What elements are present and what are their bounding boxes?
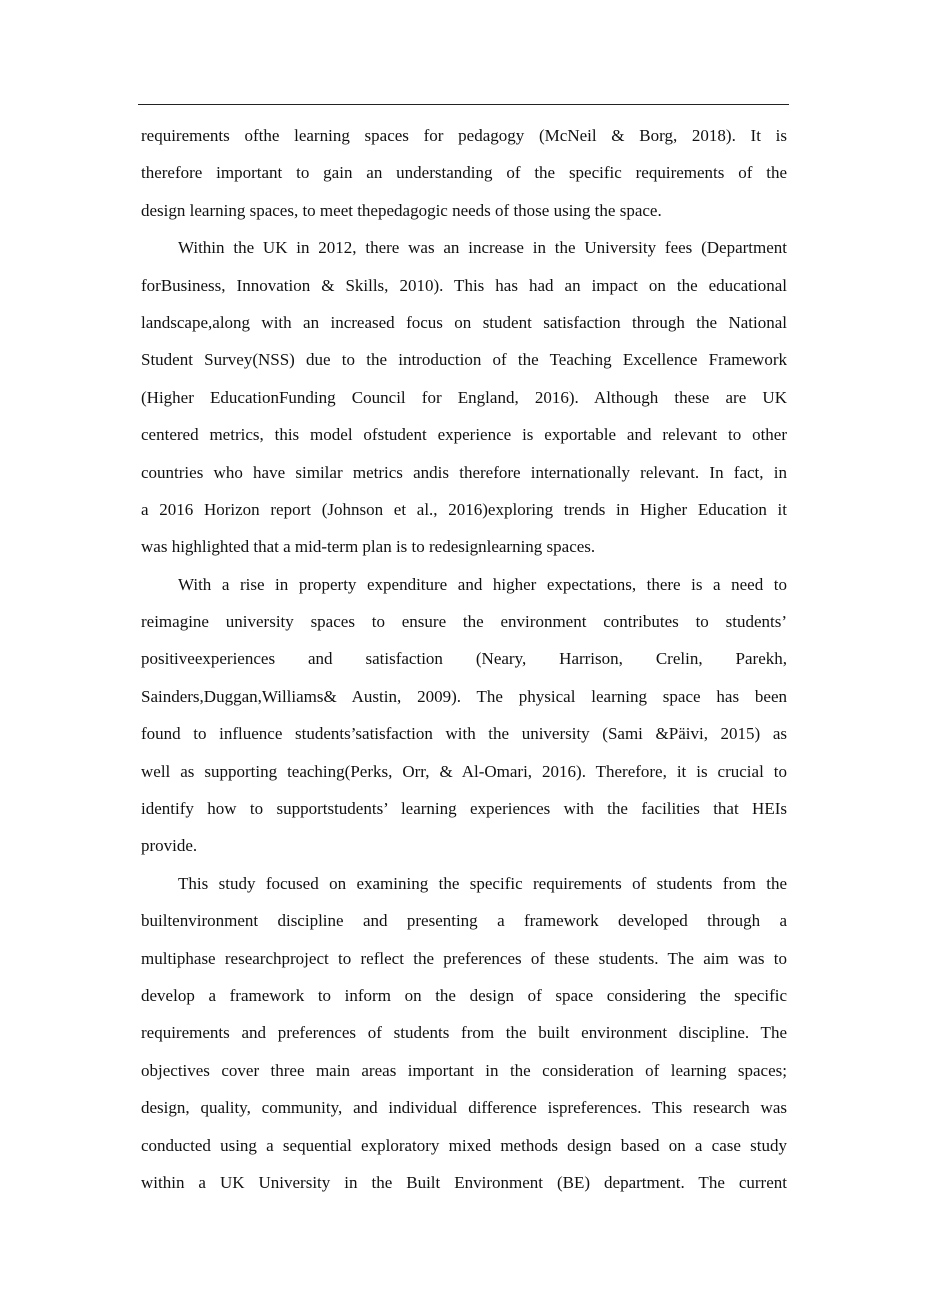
text-line: identify how to supportstudents’ learning experiences with the facilities that HEIs — [141, 799, 787, 819]
text-line: design learning spaces, to meet thepedagogic needs of those using the space. — [141, 200, 662, 220]
text-line: reimagine university spaces to ensure the environment contributes to students’ — [141, 612, 787, 632]
text-line: therefore important to gain an understanding of the specific requirements of the — [141, 163, 787, 183]
body-text — [141, 117, 787, 1201]
paragraph — [141, 566, 787, 865]
paragraph — [141, 229, 787, 566]
text-line: centered metrics, this model ofstudent experience is exportable and relevant to other — [141, 425, 787, 445]
text-line: found to influence students’satisfaction with the university (Sami &Päivi, 2015) as — [141, 724, 787, 744]
text-line: was highlighted that a mid-term plan is to redesignlearning spaces. — [141, 537, 596, 557]
text-line: multiphase researchproject to reflect the preferences of these students. The aim was to — [141, 948, 787, 968]
text-line: Student Survey(NSS) due to the introduction of the Teaching Excellence Framework — [141, 350, 787, 370]
text-line: positiveexperiences and satisfaction (Neary, Harrison, Crelin, Parekh, — [141, 649, 787, 669]
paragraph — [141, 865, 787, 1202]
text-line: conducted using a sequential exploratory mixed methods design based on a case study — [141, 1135, 787, 1155]
text-line: Sainders,Duggan,Williams& Austin, 2009). The physical learning space has been — [141, 686, 787, 706]
text-line: objectives cover three main areas important in the consideration of learning spaces; — [141, 1060, 787, 1080]
text-line: With a rise in property expenditure and higher expectations, there is a need to — [178, 574, 787, 594]
text-line: within a UK University in the Built Environment (BE) department. The current — [141, 1172, 787, 1192]
text-line: requirements and preferences of students from the built environment discipline. The — [141, 1023, 787, 1043]
text-line: countries who have similar metrics andis therefore internationally relevant. In fact, in — [141, 462, 787, 482]
header-rule — [138, 104, 789, 105]
text-line: forBusiness, Innovation & Skills, 2010). This has had an impact on the educational — [141, 275, 787, 295]
text-line: well as supporting teaching(Perks, Orr, & Al-Omari, 2016). Therefore, it is crucial to — [141, 761, 787, 781]
text-line: builtenvironment discipline and presenting a framework developed through a — [141, 911, 787, 931]
paragraph — [141, 117, 787, 229]
text-line: design, quality, community, and individual difference ispreferences. This research was — [141, 1098, 787, 1118]
text-line: Within the UK in 2012, there was an increase in the University fees (Department — [178, 238, 787, 258]
text-line: develop a framework to inform on the design of space considering the specific — [141, 985, 787, 1005]
text-line: (Higher EducationFunding Council for England, 2016). Although these are UK — [141, 387, 787, 407]
text-line: provide. — [141, 836, 198, 856]
text-line: requirements ofthe learning spaces for pedagogy (McNeil & Borg, 2018). It is — [141, 126, 787, 145]
text-line: This study focused on examining the specific requirements of students from the — [178, 873, 787, 893]
text-line: a 2016 Horizon report (Johnson et al., 2016)exploring trends in Higher Education it — [141, 499, 787, 519]
text-line: landscape,along with an increased focus on student satisfaction through the National — [141, 312, 787, 332]
